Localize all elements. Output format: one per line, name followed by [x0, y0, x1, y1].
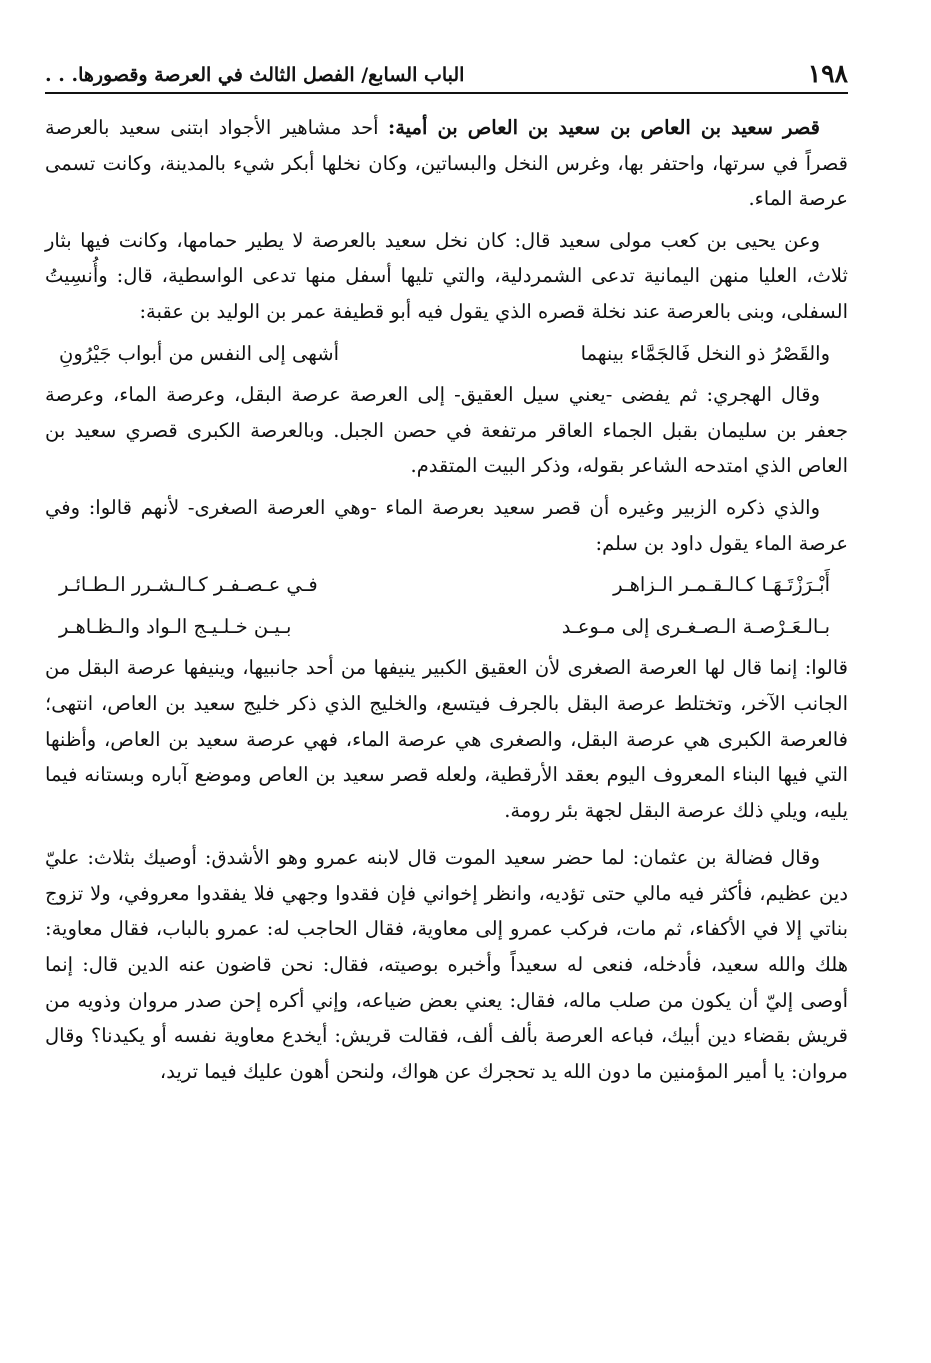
verse-3-first-hemistich: بـالـعَـرْصـة الـصـغـرى إلى مـوعـد [561, 614, 830, 638]
page-header [45, 50, 848, 94]
page-body [45, 110, 848, 1095]
paragraph-4: والذي ذكره الزبير وغيره أن قصر سعيد بعرصة الماء -وهي العرصة الصغرى- لأنهم قالوا: وفي عرصة الماء يقول داود بن سلم: [45, 495, 848, 555]
verse-3 [45, 609, 848, 645]
verse-2 [45, 567, 848, 603]
verse-1 [45, 336, 848, 372]
paragraph-6: وقال فضالة بن عثمان: لما حضر سعيد الموت قال لابنه عمرو وهو الأشدق: أوصيك بثلاث: عليّ دين عظيم، فأكثر فيه مالي حتى تؤديه، وانظر إخواني فإن فقدوا وجهي فلا يفقدوا معروفي، ولا تزوج بناتي إلا في الأكفاء، ثم مات، فركب عمرو إلى معاوية، فقال الحاجب له: عمرو بالباب، فقال معاوية: هلك والله سعيد، فأدخله، فنعى له سعيداً وأخبره بوصيته، فقال: نحن قاضون عنه الدين قال: إنما أوصى إليّ أن يكون من صلب ماله، فقال: يعني بعض ضياعه، وإني أكره إحن صدر مروان وذويه من قريش بقضاء دين أبيك، فباعه العرصة بألف ألف، فقالت قريش: أيخدع معاوية نفسه أو يكيدنا؟ وقال مروان: يا أمير المؤمنين ما دون الله يد تحجرك عن هواك، ولنحن أهون عليك فيما تريد، [45, 846, 848, 1083]
paragraph-1-text: أحد مشاهير الأجواد ابتنى سعيد بالعرصة قصراً في سرتها، واحتفر بها، وغرس النخل والبساتين، وكان نخلها أبكر شيء بالمدينة، وكانت تسمى عرصة الماء. [45, 116, 848, 211]
paragraph-2: وعن يحيى بن كعب مولى سعيد قال: كان نخل سعيد بالعرصة لا يطير حمامها، وكانت فيها بثار ثلاث، العليا منهن اليمانية تدعى الشمردلية، والتي تليها أسفل منها تدعى الواسطية، قال: وأُنسِيتُ السفلى، وبنى بالعرصة عند نخلة قصره الذي يقول فيه أبو قطيفة عمر بن الوليد بن عقبة: [45, 228, 848, 323]
paragraph-5: قالوا: إنما قال لها العرصة الصغرى لأن العقيق الكبير ينيفها من أحد جانبيها، وينيفها عرصة البقل من الجانب الآخر، وتختلط عرصة البقل بالجرف فيتسع، والخليج الذي ذكر خليج سعيد بن العاص، انتهى؛ فالعرصة الكبرى هي عرصة البقل، والصغرى هي عرصة الماء، فهي عرصة سعيد بن العاص، وأظنها التي فيها البناء المعروف اليوم بعقد الأرقطية، ولعله قصر سعيد بن العاص وموضع آباره وبستانه فيما يليه، ويلي ذلك عرصة البقل لجهة بئر رومة. [45, 656, 848, 822]
verse-3-second-hemistich: بـيـن خـلـيـج الـواد والـظـاهـر [59, 614, 292, 638]
verse-2-first-hemistich: أَبْـرَزْتَـهَـا كـالـقـمـر الـزاهـر [613, 573, 830, 597]
section-lead: قصر سعيد بن العاص بن سعيد بن العاص بن أمية: [388, 116, 820, 139]
verse-1-second-hemistich: أشهى إلى النفس من أبواب جَيْرُونِ [59, 341, 339, 365]
page-number: ١٩٨ [807, 59, 848, 88]
verse-2-second-hemistich: فـي عـصـفـر كـالـشـرر الـطـائـر [59, 573, 318, 597]
verse-1-first-hemistich: والقَصْرُ ذو النخل فَالجَمَّاء بينهما [580, 341, 830, 365]
paragraph-3: وقال الهجري: ثم يفضى -يعني سيل العقيق- إلى العرصة عرصة البقل، وعرصة الماء، وعرصة جعفر بن سليمان بقبل الجماء العاقر مرتفعة في حصن الجبل. وبالعرصة الكبرى قصري سعيد بن العاص الذي امتدحه الشاعر بقوله، وذكر البيت المتقدم. [45, 383, 848, 478]
paragraph-1 [45, 110, 848, 217]
running-head: الباب السابع/ الفصل الثالث في العرصة وقصورها. . . [45, 64, 465, 86]
